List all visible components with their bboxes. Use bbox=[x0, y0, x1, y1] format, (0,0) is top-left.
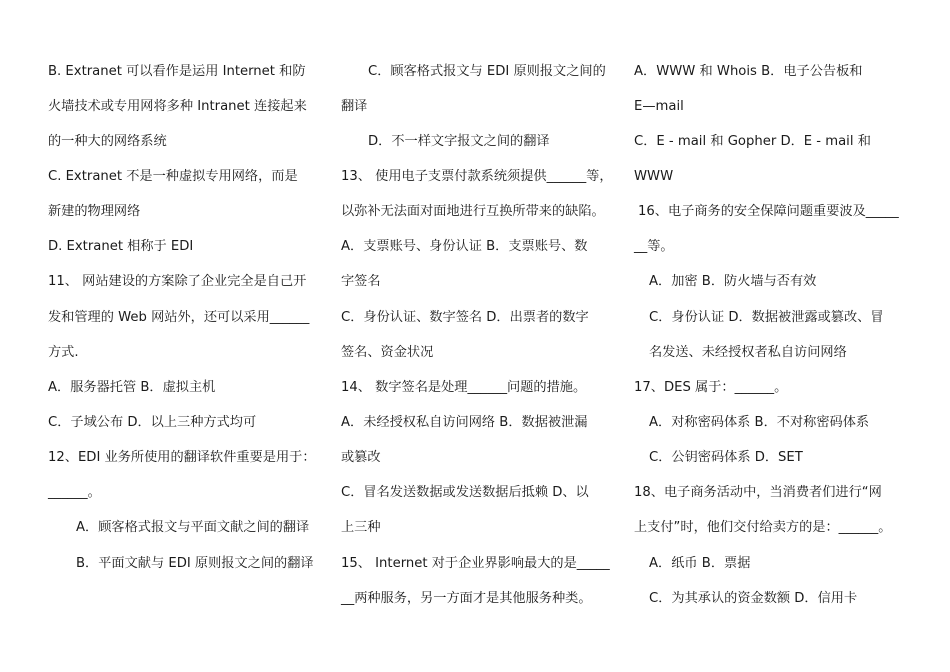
text-line: 发和管理的 Web 网站外，还可以采用______ bbox=[48, 310, 310, 325]
text-line: A．纸币 B．票据 bbox=[649, 556, 751, 571]
text-line: 新建的物理网络 bbox=[48, 204, 141, 219]
text-line: 名发送、未经授权者私自访问网络 bbox=[649, 345, 847, 360]
text-line: C．E - mail 和 Gopher D．E - mail 和 bbox=[634, 134, 871, 149]
text-line: 15、 Internet 对于企业界影响最大的是_____ bbox=[341, 556, 610, 571]
text-line: 17、DES 属于：______。 bbox=[634, 380, 788, 395]
text-line: 的一种大的网络系统 bbox=[48, 134, 167, 149]
text-line: 14、 数字签名是处理______问题的措施。 bbox=[341, 380, 587, 395]
text-line: C．身份认证 D．数据被泄露或篡改、冒 bbox=[649, 310, 884, 325]
text-line: 上支付”时，他们交付给卖方的是：______。 bbox=[634, 520, 892, 535]
text-line: 以弥补无法面对面地进行互换所带来的缺陷。 bbox=[341, 204, 605, 219]
text-line: 字签名 bbox=[341, 274, 381, 289]
text-line: C. Extranet 不是一种虚拟专用网络，而是 bbox=[48, 169, 298, 184]
text-line: 火墙技术或专用网将多种 Intranet 连接起来 bbox=[48, 99, 307, 114]
text-line: C．为其承认的资金数额 D．信用卡 bbox=[649, 591, 858, 606]
text-line: __两种服务，另一方面才是其他服务种类。 bbox=[341, 591, 592, 606]
text-line: 18、电子商务活动中，当消费者们进行“网 bbox=[634, 485, 882, 500]
text-line: A．顾客格式报文与平面文献之间的翻译 bbox=[76, 520, 310, 535]
text-line: 方式. bbox=[48, 345, 79, 360]
text-line: A．加密 B．防火墙与否有效 bbox=[649, 274, 817, 289]
text-line: __等。 bbox=[634, 239, 674, 254]
text-line: C．冒名发送数据或发送数据后抵赖 D、以 bbox=[341, 485, 589, 500]
text-line: 翻译 bbox=[341, 99, 368, 114]
text-line: A．支票账号、身份认证 B．支票账号、数 bbox=[341, 239, 588, 254]
text-line: B．平面文献与 EDI 原则报文之间的翻译 bbox=[76, 556, 314, 571]
text-line: 上三种 bbox=[341, 520, 381, 535]
text-line: C．身份认证、数字签名 D．出票者的数字 bbox=[341, 310, 589, 325]
text-line: A．服务器托管 B．虚拟主机 bbox=[48, 380, 216, 395]
text-line: C．顾客格式报文与 EDI 原则报文之间的 bbox=[368, 64, 606, 79]
text-line: 或篡改 bbox=[341, 450, 381, 465]
text-line: B. Extranet 可以看作是运用 Internet 和防 bbox=[48, 64, 306, 79]
text-line: A．WWW 和 Whois B．电子公告板和 bbox=[634, 64, 863, 79]
text-line: A．未经授权私自访问网络 B．数据被泄漏 bbox=[341, 415, 588, 430]
text-line: 签名、资金状况 bbox=[341, 345, 434, 360]
text-line: 13、 使用电子支票付款系统须提供______等， bbox=[341, 169, 613, 184]
text-line: 12、EDI 业务所使用的翻译软件重要是用于： bbox=[48, 450, 316, 465]
text-line: D. Extranet 相称于 EDI bbox=[48, 239, 194, 254]
text-line: WWW bbox=[634, 169, 674, 184]
text-line: 11、 网站建设的方案除了企业完全是自己开 bbox=[48, 274, 307, 289]
text-line: E—mail bbox=[634, 99, 684, 114]
text-line: C．公钥密码体系 D．SET bbox=[649, 450, 803, 465]
text-line: D．不一样文字报文之间的翻译 bbox=[368, 134, 550, 149]
text-line: C．子域公布 D．以上三种方式均可 bbox=[48, 415, 257, 430]
text-line: A．对称密码体系 B．不对称密码体系 bbox=[649, 415, 870, 430]
text-line: 16、电子商务的安全保障问题重要波及_____ bbox=[638, 204, 899, 219]
text-line: ______。 bbox=[48, 485, 101, 500]
